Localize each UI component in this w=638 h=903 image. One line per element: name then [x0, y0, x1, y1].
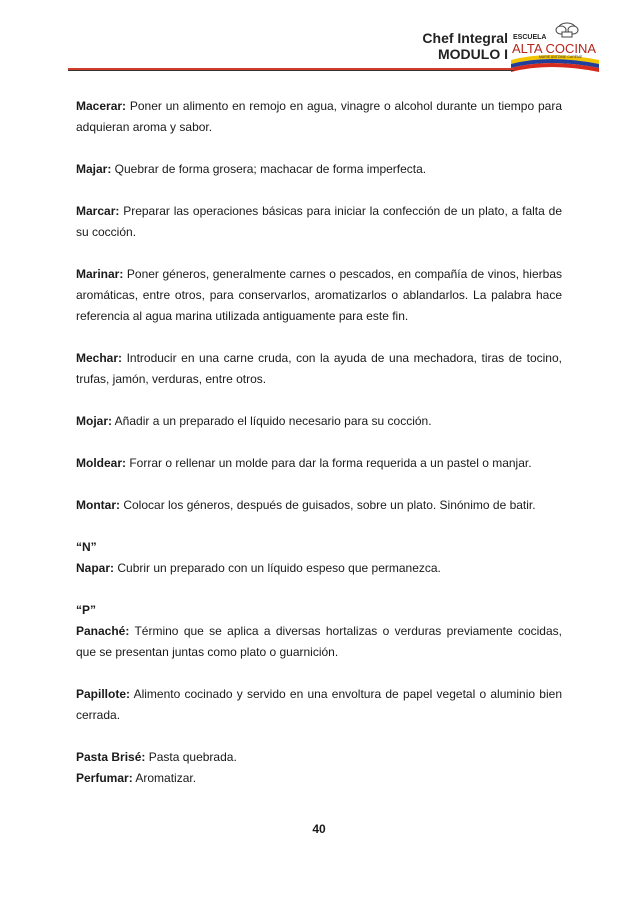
logo-top-text: ESCUELA — [513, 34, 547, 41]
glossary-entry-pasta-brise — [76, 747, 562, 768]
glossary-entry-marinar — [76, 264, 562, 327]
glossary-entry-montar — [76, 495, 562, 516]
entry-term: Papillote: — [76, 687, 131, 701]
entry-definition: Cubrir un preparado con un líquido espeso que permanezca. — [114, 561, 441, 575]
entry-definition: Aromatizar. — [132, 771, 197, 785]
entry-term: Montar: — [76, 498, 120, 512]
glossary-entry-macerar — [76, 96, 562, 138]
entry-term: Marinar: — [76, 267, 124, 281]
header-title-line1: Chef Integral — [422, 30, 508, 46]
glossary-entry-marcar — [76, 201, 562, 243]
entry-term: Panaché: — [76, 624, 130, 638]
logo-sub-text: MARIE ANTOINE CARÊME — [539, 55, 583, 59]
glossary-entry-moldear — [76, 453, 562, 474]
section-letter-p: “P” — [76, 603, 97, 617]
entry-term: Majar: — [76, 162, 112, 176]
entry-definition: Poner un alimento en remojo en agua, vinagre o alcohol durante un tiempo para adquieran aroma y sabor. — [76, 99, 562, 134]
school-logo — [509, 20, 601, 76]
page-header — [0, 0, 638, 72]
entry-definition: Poner géneros, generalmente carnes o pescados, en compañía de vinos, hierbas aromáticas, entre otros, para conservarlos, aromatizarlos o ablandarlos. La palabra hace referencia al agua marina utilizada antiguamente para este fin. — [76, 267, 562, 323]
header-title — [422, 30, 508, 62]
entry-term: Marcar: — [76, 204, 120, 218]
entry-term: Napar: — [76, 561, 115, 575]
logo-main-text: ALTA COCINA — [512, 41, 597, 56]
glossary-entry-mojar — [76, 411, 562, 432]
entry-definition: Quebrar de forma grosera; machacar de forma imperfecta. — [111, 162, 427, 176]
entry-term: Moldear: — [76, 456, 127, 470]
chef-hat-icon — [556, 23, 578, 37]
entry-definition: Pasta quebrada. — [145, 750, 237, 764]
entry-term: Perfumar: — [76, 771, 133, 785]
glossary-entry-napar — [76, 558, 562, 579]
glossary-entry-mechar — [76, 348, 562, 390]
glossary-entry-majar — [76, 159, 562, 180]
glossary-entry-panache — [76, 621, 562, 663]
entry-definition: Forrar o rellenar un molde para dar la forma requerida a un pastel o manjar. — [126, 456, 532, 470]
header-title-line2: MODULO I — [438, 46, 508, 62]
entry-definition: Alimento cocinado y servido en una envoltura de papel vegetal o aluminio bien cerrada. — [76, 687, 562, 722]
entry-definition: Colocar los géneros, después de guisados, sobre un plato. Sinónimo de batir. — [120, 498, 536, 512]
section-letter-n: “N” — [76, 540, 97, 554]
entry-term: Macerar: — [76, 99, 127, 113]
entry-term: Mechar: — [76, 351, 123, 365]
entry-definition: Introducir en una carne cruda, con la ayuda de una mechadora, tiras de tocino, trufas, jamón, verduras, entre otros. — [76, 351, 562, 386]
page-number: 40 — [312, 822, 326, 836]
entry-definition: Término que se aplica a diversas hortalizas o verduras previamente cocidas, que se presentan juntas como plato o guarnición. — [76, 624, 562, 659]
entry-definition: Preparar las operaciones básicas para iniciar la confección de un plato, a falta de su cocción. — [76, 204, 562, 239]
header-rule-dark — [68, 70, 514, 71]
entry-definition: Añadir a un preparado el líquido necesario para su cocción. — [112, 414, 432, 428]
glossary-content — [76, 96, 562, 789]
glossary-entry-perfumar — [76, 768, 562, 789]
glossary-entry-papillote — [76, 684, 562, 726]
entry-term: Pasta Brisé: — [76, 750, 146, 764]
entry-term: Mojar: — [76, 414, 112, 428]
